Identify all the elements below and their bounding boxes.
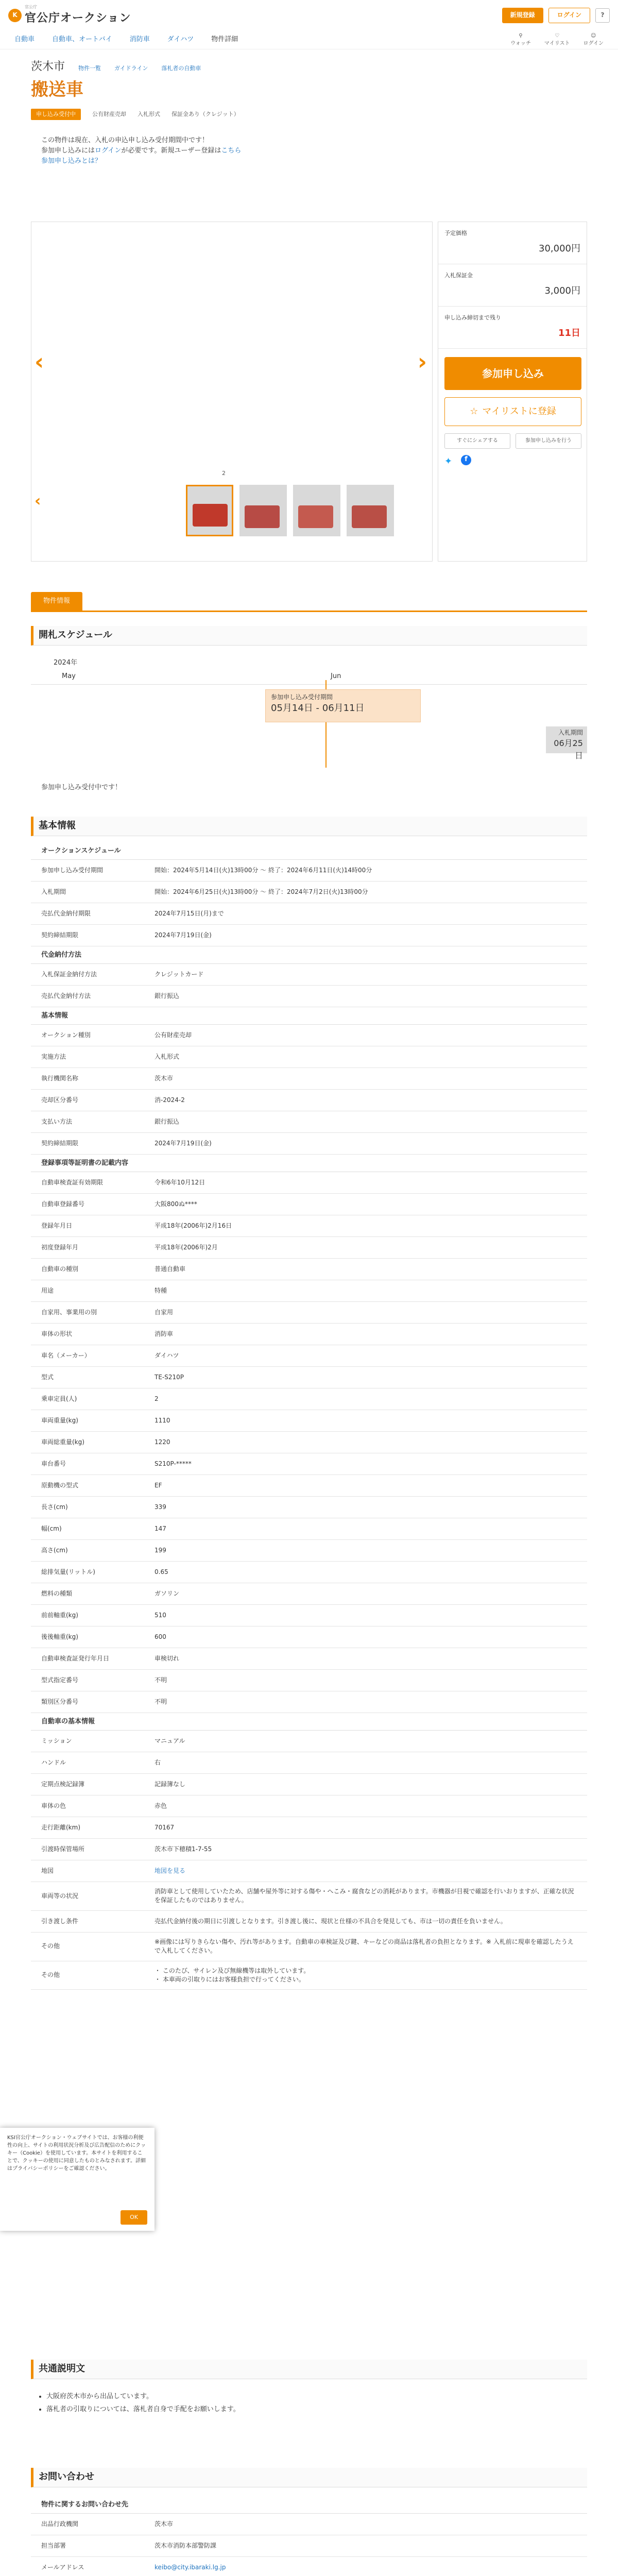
row-key: 契約締結期限 [41,931,79,939]
table-row [31,1626,587,1648]
table-row [31,1691,587,1713]
table-row [31,986,587,1007]
row-key: 型式 [41,1373,54,1381]
crumb-link-winner[interactable]: 落札者の自動車 [161,65,201,72]
row-key: 入札期間 [41,888,66,895]
city-name: 茨木市 [31,60,65,73]
table-row [31,1432,587,1453]
row-value: 車検切れ [154,1654,180,1662]
tag-bid-type: 入札形式 [138,111,160,118]
row-key: 型式指定番号 [41,1676,79,1684]
row-key: 売払代金納付方法 [41,992,91,999]
timeline-bid-period [546,726,587,760]
start-price-label: 予定価格 [444,230,467,236]
star-icon: ☆ [470,405,478,417]
row-value: 消-2024-2 [154,1096,185,1104]
tag-deposit: 保証金あり（クレジット） [171,111,239,118]
schedule-timeline [31,654,587,778]
row-key: 総排気量(リットル) [41,1568,95,1575]
bid-period-dates: 06月25日 [554,738,583,760]
deadline [438,307,587,349]
row-value: 売払代金納付後の期日に引渡しとなります。引き渡し後に、現状と仕様の不具合を発見しても、市は一切の責任を負いません。 [154,1917,507,1925]
row-key: 高さ(cm) [41,1546,68,1554]
site-logo[interactable] [8,4,131,26]
table-row [31,2557,587,2576]
row-key: 登録年月日 [41,1222,73,1229]
thumbnail[interactable] [347,485,394,536]
detail-table [31,842,587,1990]
row-value: 消防車 [154,1330,174,1337]
status-badge: 申し込み受付中 [31,109,81,120]
apply-period-label: 参加申し込み受付期間 [271,693,333,701]
row-key: 引き渡し条件 [41,1917,79,1925]
table-row [31,1133,587,1155]
table-row [31,1302,587,1324]
bid-period-label: 入札期間 [558,729,583,736]
row-value: EF [154,1481,162,1489]
thumb-prev-icon[interactable]: ‹ [35,492,41,510]
tab-item-info[interactable]: 物件情報 [31,592,82,611]
row-key: 走行距離(km) [41,1823,81,1831]
row-value: S210P-***** [154,1460,192,1467]
row-value: 1220 [154,1438,170,1446]
table-row [31,2535,587,2557]
table-row [31,1324,587,1345]
table-row [31,1194,587,1215]
row-value: 茨木市 [154,1074,174,1082]
row-key: 車両重量(kg) [41,1416,78,1424]
table-row [31,1410,587,1432]
row-value: 右 [154,1758,161,1766]
row-key: メールアドレス [41,2563,84,2571]
apply-button[interactable]: 参加申し込み [444,357,581,390]
cookie-banner [0,2128,154,2231]
row-value: 開始：2024年5月14日(火)13時00分 ～ 終了：2024年6月11日(火)14時00分 [154,866,372,874]
deadline-value: 11日 [558,327,580,338]
image-gallery [31,222,433,562]
row-value: 0.65 [154,1568,168,1575]
row-key: 担当部署 [41,2541,66,2549]
row-value: ガソリン [154,1589,180,1597]
apply-help-button[interactable]: 参加申し込みを行う [516,433,581,449]
contact-table [31,2496,587,2576]
table-group-heading: オークションスケジュール [31,842,587,860]
row-key: 定期点検記録簿 [41,1780,85,1788]
mylist-nav[interactable] [544,32,570,47]
row-value: 茨木市消防本部警防課 [154,2541,217,2549]
breadcrumb [0,49,618,75]
logo-icon: K [8,9,22,22]
table-row [31,1540,587,1562]
timeline-year: 2024年 [54,659,78,667]
user-icon: ☺ [591,33,596,39]
row-key: 入札保証金納付方法 [41,970,97,978]
row-value: クレジットカード [154,970,204,978]
timeline-month-may: May [62,672,76,680]
table-row [31,1345,587,1367]
table-row [31,1237,587,1259]
row-value: ※画像には写りきらない傷や、汚れ等があります。自動車の車検証及び鍵、キーなどの商品は落札者の負担となります。※ 入札前に現車を確認したうえで入札してください。 [154,1938,574,1955]
contact-subheading: 物件に関するお問い合わせ先 [31,2496,587,2514]
price-panel [438,222,587,562]
row-key: 実施方法 [41,1053,66,1060]
timeline-month-jun: Jun [331,672,341,680]
row-value: 特種 [154,1286,167,1294]
table-row [31,1090,587,1111]
row-key: 自家用、事業用の別 [41,1308,97,1316]
table-row [31,1562,587,1583]
table-row [31,1068,587,1090]
crumb-link-guideline[interactable]: ガイドライン [114,65,148,72]
row-value: 記録簿なし [154,1780,186,1788]
table-row [31,1795,587,1817]
row-key: オークション種別 [41,1031,91,1039]
notice-line2b: が必要です。新規ユーザー登録は [121,147,221,155]
row-key: 売却区分番号 [41,1096,79,1104]
row-key: 出品行政機関 [41,2520,79,2528]
row-value: 510 [154,1611,166,1619]
row-key: 車台番号 [41,1460,66,1467]
row-key: その他 [41,1971,60,1979]
nav-item-fire-truck[interactable]: 消防車 [129,36,150,44]
row-key: 自動車登録番号 [41,1200,85,1208]
logo-title: 官公庁オークション [25,11,131,25]
table-row [31,1025,587,1046]
row-value: 公有財産売却 [154,1031,192,1039]
row-key: 売払代金納付期限 [41,909,91,917]
facebook-icon[interactable]: f [461,455,471,465]
login-button[interactable]: ログイン [548,8,590,23]
item-tags [0,103,618,120]
table-row [31,1280,587,1302]
row-value: 赤色 [154,1802,167,1809]
row-key: 車両総重量(kg) [41,1438,84,1446]
row-value: 2024年7月19日(金) [154,1139,212,1147]
table-row [31,1731,587,1752]
notice [0,120,618,166]
cookie-ok-button[interactable]: OK [121,2210,147,2225]
row-value[interactable]: keibo@city.ibaraki.lg.jp [154,2563,226,2571]
start-price-value: 30,000円 [539,243,580,254]
row-value: 消防車として使用していたため、店舗や屋外等に対する傷や・へこみ・腐食などの消耗があります。市機器が目視で確認を行いおりますが、正確な状況を保証したものではありません。 [154,1888,574,1904]
thumbnail[interactable] [293,485,340,536]
row-value: 339 [154,1503,166,1511]
row-value: TE-S210P [154,1373,184,1381]
twitter-icon[interactable]: ✦ [444,456,453,467]
row-value: 不明 [154,1676,167,1684]
notice-help-link[interactable]: 参加申し込みとは？ [41,157,102,165]
row-key: 車名（メーカー） [41,1351,91,1359]
row-key: 自動車検査証発行年月日 [41,1654,110,1662]
table-row [31,1961,587,1990]
common-item: • 大阪府茨木市から出品しています。 [46,2391,240,2403]
table-row [31,1388,587,1410]
nav-item-daihatsu[interactable]: ダイハツ [167,36,194,44]
row-value [144,1961,587,1990]
row-value-line: ・ このたび、サイレン及び無線機等は取外しています。 [154,1967,310,1974]
nav-item-current: 物件詳細 [211,36,238,44]
thumbnail[interactable] [186,485,233,536]
row-value: 600 [154,1633,166,1640]
schedule-heading: 開札スケジュール [31,626,587,646]
deposit [438,264,587,307]
tag-sale-type: 公有財産売却 [92,111,126,118]
search-icon: ⚲ [519,33,523,39]
table-row [31,1215,587,1237]
table-row [31,1172,587,1194]
help-icon[interactable]: ? [595,8,610,23]
row-key: 契約締結期限 [41,1139,79,1147]
account-label: ログイン [583,40,604,46]
notice-line2: 参加申し込みには [41,147,95,155]
table-row [31,1475,587,1497]
deposit-label: 入札保証金 [444,272,473,279]
row-value: 70167 [154,1823,175,1831]
crumb-link-list[interactable]: 物件一覧 [78,65,101,72]
mylist-button[interactable] [444,397,581,426]
table-group-heading: 代金納付方法 [31,946,587,964]
row-key: 類別区分番号 [41,1698,79,1705]
row-value: ダイハツ [154,1351,179,1359]
table-row [31,1670,587,1691]
row-value: 大阪800ぬ**** [154,1200,197,1208]
category-nav [0,31,618,49]
row-value: 自家用 [154,1308,174,1316]
table-row [31,1817,587,1839]
row-value: 茨木市 [154,2520,174,2528]
row-value: 入札形式 [154,1053,180,1060]
row-key: 自動車の種別 [41,1265,79,1273]
watch-nav[interactable] [510,32,531,47]
table-row [31,1046,587,1068]
table-row [31,1839,587,1860]
row-key: 車体の形状 [41,1330,73,1337]
table-group-heading: 自動車の基本情報 [31,1713,587,1731]
common-list [46,2391,240,2416]
table-row [31,1752,587,1774]
row-key: ミッション [41,1737,72,1744]
row-value: 銀行振込 [154,1117,180,1125]
row-value: 199 [154,1546,166,1554]
row-key: 用途 [41,1286,54,1294]
row-key: 前前軸重(kg) [41,1611,78,1619]
table-row [31,1882,587,1911]
table-row [31,964,587,986]
table-row [31,1497,587,1518]
row-key: 初度登録年月 [41,1243,79,1251]
tab-bar [31,594,587,612]
thumbnail-strip [31,482,433,539]
account-nav[interactable] [583,32,604,47]
table-row [31,903,587,925]
table-row [31,860,587,882]
row-key: ハンドル [41,1758,66,1766]
deadline-label: 申し込み締切まで残り [444,314,501,321]
next-arrow-icon[interactable]: › [417,349,427,375]
table-group-heading: 登録事項等証明書の記載内容 [31,1155,587,1172]
table-row [31,1111,587,1133]
row-key: 燃料の種類 [41,1589,73,1597]
share-button[interactable]: すぐにシェアする [444,433,510,449]
row-value: 令和6年10月12日 [154,1178,205,1186]
row-key: 車体の色 [41,1802,66,1809]
row-key: 長さ(cm) [41,1503,68,1511]
row-key: 地図 [41,1867,54,1874]
mylist-label: マイリストに登録 [482,405,556,417]
row-key: 執行機関名称 [41,1074,79,1082]
row-key: 車両等の状況 [41,1892,79,1900]
image-counter: 2 [222,470,226,477]
mylist-label: マイリスト [544,40,570,46]
timeline-apply-period [265,689,421,722]
table-row [31,1648,587,1670]
row-value: 開始：2024年6月25日(火)13時00分 ～ 終了：2024年7月2日(火)13時00分 [154,888,368,895]
table-row [31,1933,587,1961]
table-row [31,1774,587,1795]
deposit-value: 3,000円 [544,285,580,296]
item-title: 搬送車 [31,79,83,100]
table-row [31,1605,587,1626]
row-value: 1110 [154,1416,170,1424]
thumbnail[interactable] [239,485,287,536]
row-value: 平成18年(2006年)2月 [154,1243,218,1251]
schedule-note: 参加申し込み受付中です！ [41,784,122,791]
table-row [31,2514,587,2535]
common-item: • 落札者の引取りについては、落札者自身で手配をお願いします。 [46,2403,240,2416]
row-key: 支払い方法 [41,1117,73,1125]
row-key: 幅(cm) [41,1524,62,1532]
notice-line1: この物件は現在、入札の申込申し込み受付期間中です！ [41,137,209,145]
row-value: 茨木市下穂積1-7-55 [154,1845,212,1853]
basic-info-heading: 基本情報 [31,817,587,836]
table-row [31,1453,587,1475]
row-value-line: ・ 本車両の引取りにはお客様負担で行ってください。 [154,1975,305,1983]
row-value: 147 [154,1524,166,1532]
apply-period-dates: 05月14日 - 06月11日 [271,703,365,714]
row-key: その他 [41,1942,60,1950]
logo-sub: 官公庁 [25,5,37,10]
common-heading: 共通説明文 [31,2360,587,2379]
cookie-text: KSI官公庁オークション・ウェブサイトでは、お客様の利便性の向上、サイトの利用状況分析及び広告配信のためにクッキー（Cookie）を使用しています。本サイトを利用することで、クッキーの使用に同意したものとみなされます。詳細はプライバシーポリシーをご確認ください。 [7,2135,146,2172]
heart-icon: ♡ [555,33,560,39]
row-value: 2024年7月15日(月)まで [154,909,224,917]
nav-item-car-bike[interactable]: 自動車、オートバイ [52,36,112,44]
table-row [31,1367,587,1388]
table-row [31,1860,587,1882]
row-key: 参加申し込み受付期間 [41,866,104,874]
contact-heading: お問い合わせ [31,2468,587,2487]
nav-item-car[interactable]: 自動車 [14,36,35,44]
prev-arrow-icon[interactable]: ‹ [35,349,44,375]
table-group-heading: 基本情報 [31,1007,587,1025]
row-value: 不明 [154,1698,167,1705]
row-value: 普通自動車 [154,1265,186,1273]
start-price [438,222,587,264]
row-value[interactable]: 地図を見る [154,1867,186,1874]
row-key: 乗車定員(人) [41,1395,77,1402]
register-button[interactable]: 新規登録 [502,8,543,23]
table-row [31,1911,587,1933]
row-key: 引渡時保管場所 [41,1845,85,1853]
row-value: 平成18年(2006年)2月16日 [154,1222,232,1229]
row-value: 2 [154,1395,159,1402]
table-row [31,1259,587,1280]
notice-login-link[interactable]: ログイン [95,147,122,155]
watch-label: ウォッチ [510,40,531,46]
row-key: 自動車検査証有効期限 [41,1178,104,1186]
row-value: 2024年7月19日(金) [154,931,212,939]
row-key: 原動機の型式 [41,1481,79,1489]
row-key: 後後軸重(kg) [41,1633,78,1640]
notice-register-link[interactable]: こちら [221,147,242,155]
site-header [0,0,618,31]
row-value: 銀行振込 [154,992,180,999]
table-row [31,925,587,946]
table-row [31,1583,587,1605]
table-row [31,882,587,903]
timeline-axis [31,684,587,685]
table-row [31,1518,587,1540]
row-value: マニュアル [154,1737,185,1744]
